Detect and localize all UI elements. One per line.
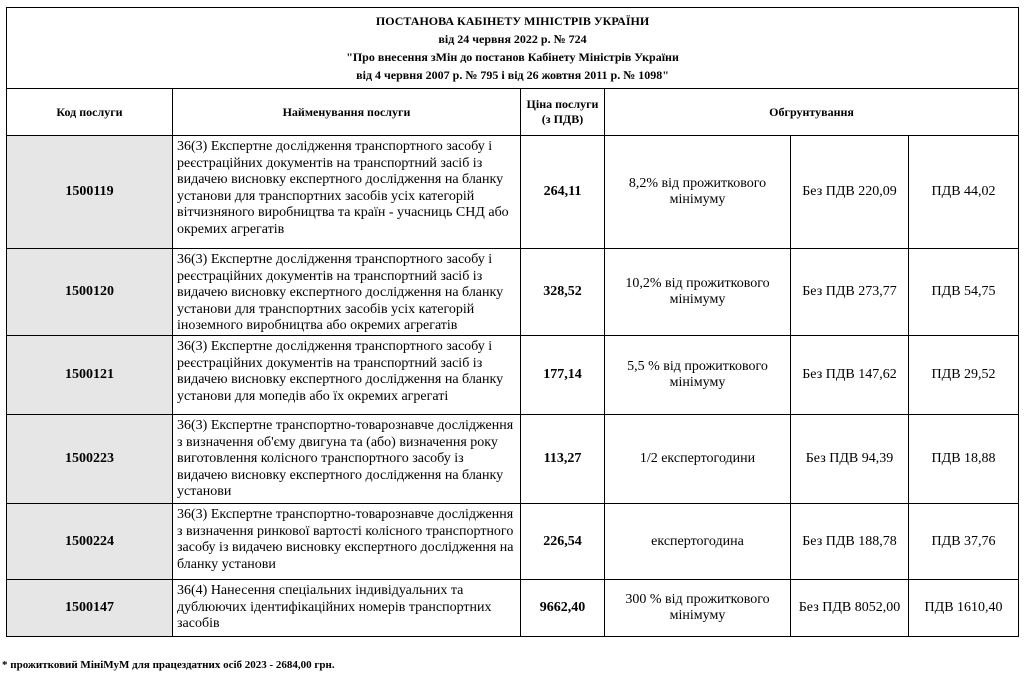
service-price: 9662,40 [521,580,605,637]
service-price: 328,52 [521,249,605,336]
table-row [7,136,1019,249]
service-basis: 5,5 % від прожиткового мінімуму [605,336,791,415]
service-code: 1500147 [7,580,173,637]
service-name: 36(4) Нанесення спеціальних індивідуальних та дублюючих ідентифікаційних номерів транспортних засобів [173,580,521,637]
service-price: 177,14 [521,336,605,415]
service-basis: 10,2% від прожиткового мінімуму [605,249,791,336]
service-basis: 1/2 експертогодини [605,415,791,504]
vat-amount: ПДВ 37,76 [909,504,1019,580]
service-basis: експертогодина [605,504,791,580]
service-name: 36(3) Експертне транспортно-товарознавче дослідження з визначення ринкової вартості колісного транспортного засобу із видачею висновку експертного дослідження на бланку установи [173,504,521,580]
service-name: 36(3) Експертне дослідження транспортного засобу і реєстраційних документів на транспортний засіб із видачею висновку експертного дослідження на бланку установи для мопедів або їх окремих агрегаті [173,336,521,415]
price-without-vat: Без ПДВ 220,09 [791,136,909,249]
col-header-name: Найменування послуги [173,89,521,136]
col-header-price: Ціна послуги (з ПДВ) [521,89,605,136]
services-table [6,7,1019,637]
service-code: 1500120 [7,249,173,336]
service-code: 1500121 [7,336,173,415]
price-without-vat: Без ПДВ 147,62 [791,336,909,415]
header-line-3: "Про внесення зМін до постанов Кабінету Міністрів України [346,50,679,64]
header-line-4: від 4 червня 2007 р. № 795 і від 26 жовтня 2011 р. № 1098" [356,68,669,82]
price-without-vat: Без ПДВ 94,39 [791,415,909,504]
service-code: 1500119 [7,136,173,249]
price-without-vat: Без ПДВ 273,77 [791,249,909,336]
col-header-code: Код послуги [7,89,173,136]
table-row [7,249,1019,336]
vat-amount: ПДВ 1610,40 [909,580,1019,637]
vat-amount: ПДВ 54,75 [909,249,1019,336]
service-basis: 300 % від прожиткового мінімуму [605,580,791,637]
footnote: * прожитковий МініМуМ для працездатних осіб 2023 - 2684,00 грн. [2,659,335,671]
service-basis: 8,2% від прожиткового мінімуму [605,136,791,249]
service-name: 36(3) Експертне дослідження транспортного засобу і реєстраційних документів на транспортний засіб із видачею висновку експертного дослідження на бланку установи для транспортних засобів усіх категорій вітчизняного виробництва та країн - учасниць СНД або окремих агрегатів [173,136,521,249]
service-price: 264,11 [521,136,605,249]
price-without-vat: Без ПДВ 8052,00 [791,580,909,637]
service-name: 36(3) Експертне дослідження транспортного засобу і реєстраційних документів на транспортний засіб із видачею висновку експертного дослідження на бланку установи для транспортних засобів усіх категорій іноземного виробництва або окремих агрегатів [173,249,521,336]
column-header-row [7,89,1019,136]
service-code: 1500223 [7,415,173,504]
vat-amount: ПДВ 18,88 [909,415,1019,504]
service-name: 36(3) Експертне транспортно-товарознавче дослідження з визначення об'єму двигуна та (або) визначення року виготовлення колісного транспортного засобу із видачею висновку експертного дослідження на бланку установи [173,415,521,504]
header-line-1: ПОСТАНОВА КАБІНЕТУ МІНІСТРІВ УКРАЇНИ [375,14,650,28]
header-line-2: від 24 червня 2022 р. № 724 [438,32,587,46]
table-row [7,336,1019,415]
price-without-vat: Без ПДВ 188,78 [791,504,909,580]
col-header-basis: Обгрунтування [605,89,1019,136]
service-price: 226,54 [521,504,605,580]
table-row [7,504,1019,580]
table-row [7,415,1019,504]
table-row [7,580,1019,637]
document-header [7,8,1019,89]
service-code: 1500224 [7,504,173,580]
vat-amount: ПДВ 29,52 [909,336,1019,415]
document-header-row [7,8,1019,89]
vat-amount: ПДВ 44,02 [909,136,1019,249]
service-price: 113,27 [521,415,605,504]
